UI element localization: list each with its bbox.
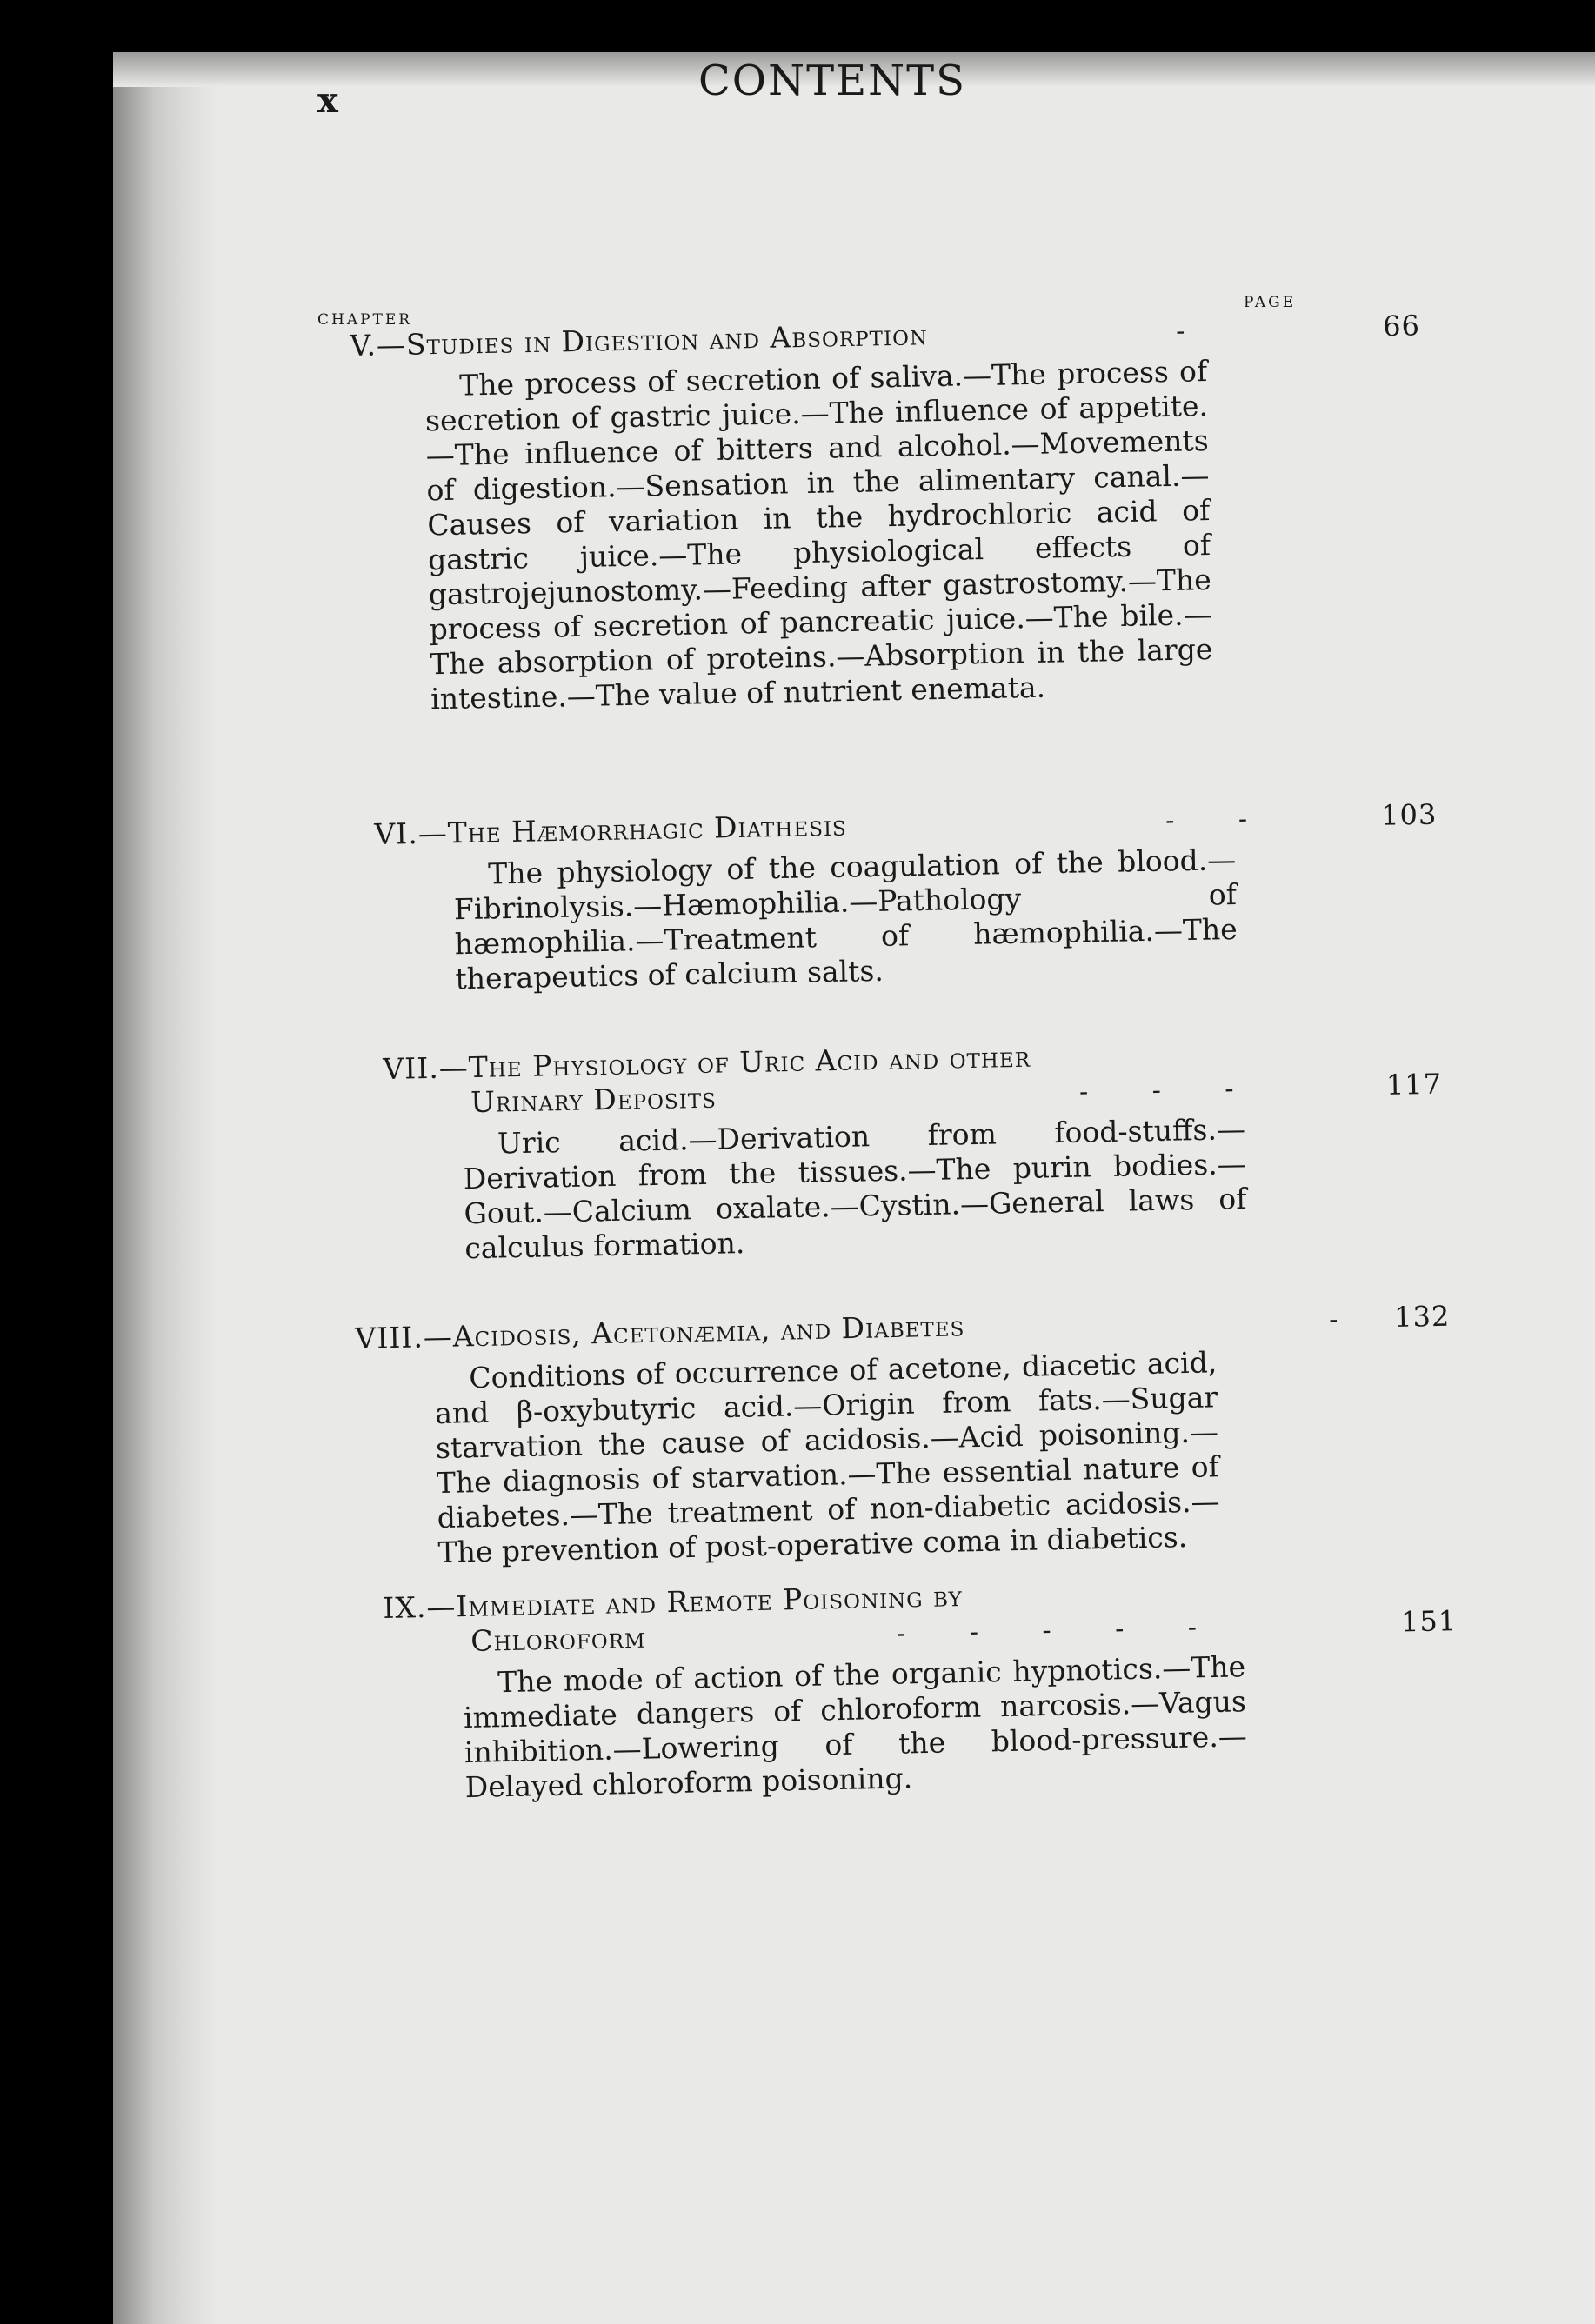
page-number: 103 <box>1380 797 1438 832</box>
chapter-number: VIII. <box>355 1320 424 1355</box>
page-number: 117 <box>1385 1067 1443 1102</box>
chapter-title: —Studies in Digestion and Absorption <box>376 317 929 363</box>
toc-entry[interactable] <box>350 309 1421 717</box>
chapter-title: —Immediate and Remote Poisoning by <box>426 1579 964 1624</box>
dot-leaders: - - - <box>1078 1073 1262 1108</box>
chapter-summary: Uric acid.—Derivation from food-stuffs.—Derivation from the tissues.—The purin bodies.—Gout.—Calcium oxalate.—Cystin.—General laws of calculus formation. <box>463 1111 1247 1266</box>
chapter-number: VII. <box>383 1050 440 1086</box>
chapter-summary: The mode of action of the organic hypnotics.—The immediate dangers of chloroform narcosis.—Vagus inhibition.—Lowering of the blood-pressure.—Delayed chloroform poisoning. <box>463 1649 1248 1805</box>
page-number: 66 <box>1382 309 1421 343</box>
chapter-summary: The process of secretion of saliva.—The process of secretion of gastric juice.—The influence of appetite.—The influence of bitters and alcohol.—Movements of digestion.—Sensation in the alimentary canal.—Causes of variation in the hydrochloric acid of gastric juice.—The physiological effects of gastrojejunostomy.—Feeding after gastrostomy.—The process of secretion of pancreatic juice.—The bile.—The absorption of proteins.—Absorption in the large intestine.—The value of nutrient enemata. <box>424 354 1213 716</box>
chapter-title: —The Hæmorrhagic Diathesis <box>417 808 848 851</box>
chapter-column-label: CHAPTER <box>317 311 413 329</box>
page-number: 132 <box>1393 1299 1451 1334</box>
chapter-title: —The Physiology of Uric Acid and other <box>438 1039 1031 1085</box>
dot-leaders: - <box>1175 315 1213 347</box>
toc-entry[interactable] <box>374 797 1438 998</box>
chapter-number: IX. <box>383 1589 427 1625</box>
chapter-title-line2: Urinary Deposits <box>470 1080 717 1120</box>
dot-leaders: - - <box>1165 803 1276 836</box>
toc-entry[interactable] <box>355 1299 1451 1572</box>
page-folio: x <box>317 80 338 121</box>
chapter-number: VI. <box>374 816 419 851</box>
toc-entry[interactable] <box>383 1570 1458 1807</box>
page-number: 151 <box>1400 1604 1458 1639</box>
chapter-title: —Acidosis, Acetonæmia, and Diabetes <box>423 1308 965 1355</box>
chapter-summary: The physiology of the coagulation of the blood.—Fibrinolysis.—Hæmophilia.—Pathology of hæmophilia.—Treatment of hæmophilia.—The therapeutics of calcium salts. <box>453 842 1238 996</box>
chapter-title-line2: Chloroform <box>470 1620 646 1658</box>
chapter-number: V. <box>350 328 377 363</box>
dot-leaders: - <box>1328 1303 1366 1335</box>
toc-entry[interactable] <box>383 1033 1443 1268</box>
page-binding-shadow <box>113 52 217 2324</box>
page-column-label: PAGE <box>1244 294 1297 311</box>
chapter-summary: Conditions of occurrence of acetone, diacetic acid, and β-oxybutyric acid.—Origin from fats.—Sugar starvation the cause of acidosis.—Acid poisoning.—The diagnosis of starvation.—The essential nature of diabetes.—The treatment of non-diabetic acidosis.—The prevention of post-operative coma in diabetics. <box>434 1345 1220 1570</box>
dot-leaders: - - - - - <box>896 1611 1225 1649</box>
page-title: CONTENTS <box>698 57 967 105</box>
